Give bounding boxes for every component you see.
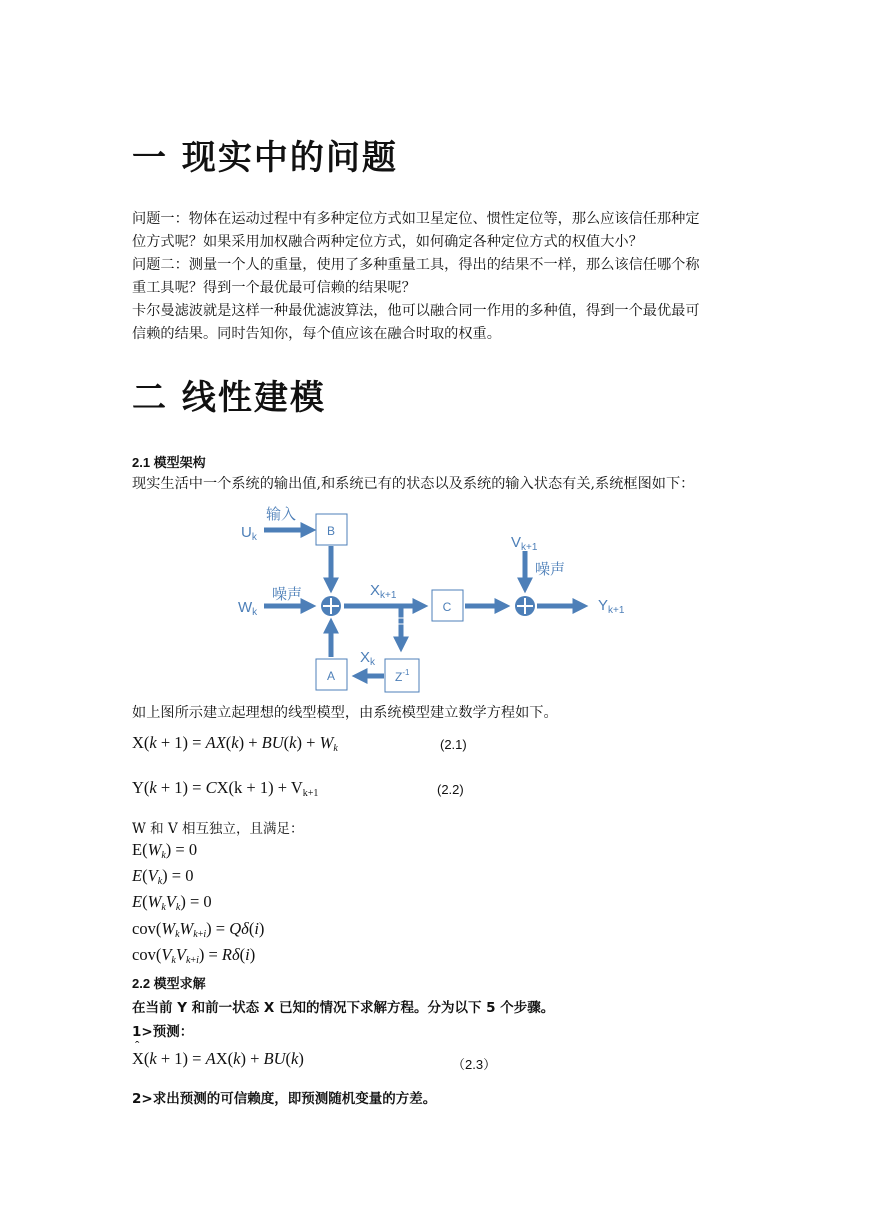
paragraph-line: 问题一：物体在运动过程中有多种定位方式如卫星定位、惯性定位等，那么应该信任那种定 bbox=[132, 211, 700, 227]
equation-2-2: Y(k + 1) = CX(k + 1) + Vk+1 bbox=[132, 778, 319, 799]
equation-2-3-number: （2.3） bbox=[452, 1057, 497, 1072]
condition-e-v: E(Vk) = 0 bbox=[132, 866, 194, 887]
block-c-label: C bbox=[442, 600, 452, 614]
solve-intro-text: 在当前 Y 和前一状态 X 已知的情况下求解方程。分为以下 5 个步骤。 bbox=[132, 1000, 555, 1016]
independence-text: W 和 V 相互独立，且满足： bbox=[132, 821, 304, 837]
label-y: $Y_{k+1}$ bbox=[598, 597, 625, 616]
paragraph-line: 问题二：测量一个人的重量，使用了多种重量工具，得出的结果不一样，那么该信任哪个称 bbox=[132, 257, 700, 273]
step-2-label: 2>求出预测的可信赖度，即预测随机变量的方差。 bbox=[132, 1091, 437, 1107]
paragraph-line: 卡尔曼滤波就是这样一种最优滤波算法，他可以融合同一作用的多种值，得到一个最优最可 bbox=[132, 303, 700, 319]
block-b-label: B bbox=[326, 524, 336, 538]
summing-junction-2 bbox=[515, 596, 535, 616]
condition-cov-v: cov(VkVk+i) = Rδ(i) bbox=[132, 945, 256, 966]
equation-2-3: X ˆ (k + 1) = AX(k) + BU(k) bbox=[132, 1038, 304, 1068]
equation-2-1-number: (2.1) bbox=[440, 737, 467, 752]
label-noise-1: 噪声 bbox=[272, 586, 303, 603]
equation-2-2-number: (2.2) bbox=[437, 782, 464, 797]
label-input: 输入 bbox=[266, 506, 297, 523]
equation-2-1: X(k + 1) = AX(k) + BU(k) + Wk bbox=[132, 733, 338, 754]
condition-e-w: E(Wk) = 0 bbox=[132, 840, 198, 861]
label-v: $V_{k+1}$ bbox=[511, 534, 538, 553]
label-x-next: $X_{k+1}$ bbox=[370, 582, 397, 601]
label-w: $W_k$ bbox=[238, 599, 258, 618]
system-block-diagram bbox=[232, 500, 642, 700]
block-a-label: A bbox=[326, 669, 336, 683]
subsection-2-1-heading: 2.1 模型架构 bbox=[132, 455, 206, 470]
label-noise-2: 噪声 bbox=[535, 561, 566, 578]
label-x-current: $X_k$ bbox=[360, 649, 376, 668]
section-1-paragraph bbox=[132, 208, 742, 346]
section-2-title: 二 线性建模 bbox=[132, 378, 326, 418]
after-diagram-text: 如上图所示建立起理想的线型模型，由系统模型建立数学方程如下。 bbox=[132, 705, 558, 721]
label-u: $U_k$ bbox=[241, 524, 257, 543]
diagram-intro-text: 现实生活中一个系统的输出值,和系统已有的状态以及系统的输入状态有关,系统框图如下： bbox=[132, 476, 695, 492]
paragraph-line: 位方式呢？如果采用加权融合两种定位方式，如何确定各种定位方式的权值大小？ bbox=[132, 234, 643, 250]
condition-e-wv: E(WkVk) = 0 bbox=[132, 892, 212, 913]
block-z-label: $Z^{-1}$ bbox=[395, 668, 410, 684]
subsection-2-2-heading: 2.2 模型求解 bbox=[132, 976, 206, 991]
section-1-title: 一 现实中的问题 bbox=[132, 138, 398, 178]
paragraph-line: 重工具呢？得到一个最优最可信赖的结果呢？ bbox=[132, 280, 416, 296]
summing-junction-1 bbox=[321, 596, 341, 616]
paragraph-line: 信赖的结果。同时告知你，每个值应该在融合时取的权重。 bbox=[132, 326, 501, 342]
condition-cov-w: cov(WkWk+i) = Qδ(i) bbox=[132, 919, 265, 940]
step-1-label: 1>预测： bbox=[132, 1024, 194, 1040]
